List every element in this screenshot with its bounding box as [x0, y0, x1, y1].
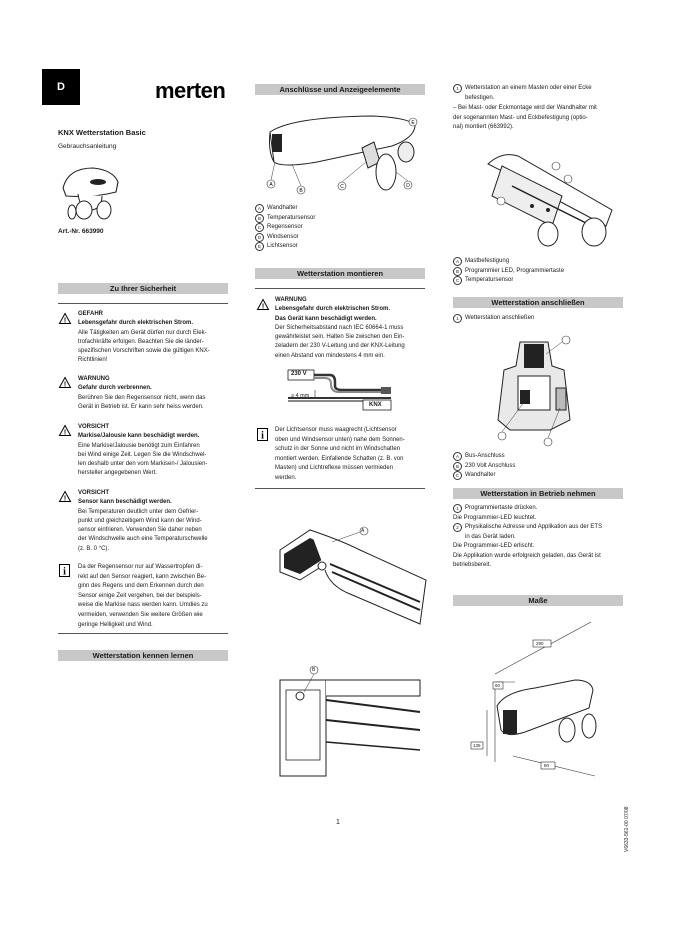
language-badge: D [42, 69, 80, 105]
cable-230v-label: 230 V [291, 371, 307, 377]
mounting-illustration-a [270, 520, 430, 630]
connecting-legend [453, 452, 515, 481]
mast-mount-step: 1 Wetterstation an einem Masten oder einer Ecke befestigen. [453, 84, 638, 103]
dimension-height: 135 [473, 743, 481, 748]
diagram-label-a: A [361, 528, 365, 534]
diagram-label-b: B [312, 667, 316, 673]
connection-terminal-illustration [490, 330, 580, 448]
document-code: V6633-561-00 07/08 [624, 806, 630, 852]
section-connecting-heading: Wetterstation anschließen [453, 297, 623, 308]
cable-gap-label: ≥ 4 mm [291, 393, 310, 399]
warning-text: Eine Markise/Jalousie benötigt zum Einfahren bei Wind einige Zeit. Legen Sie die Windschwel- len deshalb unter den vom Markisen-/ Jalousien- hersteller angegebenen Wert. [78, 442, 208, 477]
mounting-info-text: Der Lichtsensor muss waagrecht (Lichtsensor oben und Windsensor unten) nahe dem Sonnen- schutz in der Sonne und nicht im Windschatten montiert werden. Einfallende Schatten (z. B. von Masten) und Lichtreflexe müssen vermieden werden. [275, 427, 405, 481]
svg-text:!: ! [63, 317, 67, 325]
section-mounting-heading: Wetterstation montieren [255, 268, 425, 279]
mast-mount-note: – Bei Mast- oder Eckmontage wird der Wandhalter mit der sogenannten Mast- und Eckbefestigung (optio- nal) montiert (663992). [453, 105, 597, 130]
warning-headline: Markise/Jalousie kann beschädigt werden. [78, 433, 200, 440]
safety-awning-caution [78, 423, 230, 479]
product-illustration [58, 160, 128, 224]
list-item: B Temperatursensor [255, 214, 315, 224]
page-number: 1 [336, 819, 340, 826]
warning-level: WARNUNG [78, 376, 110, 382]
svg-text:i: i [63, 566, 66, 578]
dimension-small: 60 [495, 683, 501, 688]
mast-legend [453, 257, 564, 286]
list-item: A Mastbefestigung [453, 257, 564, 267]
section-connections-heading: Anschlüsse und Anzeigeelemente [255, 84, 425, 95]
warning-level: VORSICHT [78, 424, 110, 430]
safety-sensor-caution [78, 489, 230, 554]
svg-text:!: ! [63, 381, 67, 389]
warning-level: VORSICHT [78, 490, 110, 496]
svg-text:E: E [411, 120, 415, 126]
svg-text:D: D [406, 183, 410, 189]
section-dimensions-heading: Maße [453, 595, 623, 606]
device-connections-illustration [262, 112, 427, 202]
svg-text:A: A [269, 182, 273, 188]
mounting-illustration-b [270, 660, 430, 780]
section-safety-heading: Zu Ihrer Sicherheit [58, 283, 228, 294]
list-item: A Wandhalter [255, 204, 315, 214]
warning-icon [59, 377, 71, 388]
warning-text: Alle Tätigkeiten am Gerät dürfen nur durch Elek- trofachkräfte erfolgen. Beachten Sie die länder- spezifischen Vorschriften sowie die gültigen KNX- Richtlinien! [78, 329, 210, 364]
mounting-warning [275, 296, 430, 361]
list-item: E Lichtsensor [255, 242, 315, 252]
commissioning-steps: 1 Programmiertaste drücken. Die Programmier-LED leuchtet. 2 Physikalische Adresse und Applikation aus der ETS in das Gerät laden. Die Programmier-LED erlischt. Die Applikation wurde erfolgreich geladen, das Gerät ist betriebsbereit. [453, 505, 603, 568]
warning-icon [257, 299, 269, 310]
list-item: B Programmier LED, Programmiertaste [453, 267, 564, 277]
warning-headline: Lebensgefahr durch elektrischen Strom. Das Gerät kann beschädigt werden. [275, 306, 391, 322]
warning-headline: Sensor kann beschädigt werden. [78, 499, 172, 506]
dimension-depth: 80 [544, 763, 550, 768]
svg-text:!: ! [63, 429, 67, 437]
warning-headline: Lebensgefahr durch elektrischen Strom. [78, 320, 194, 327]
list-item: D Windsensor [255, 233, 315, 243]
warning-level: GEFAHR [78, 311, 104, 317]
cable-knx-label: KNX [369, 402, 382, 408]
list-item: C Temperatursensor [453, 276, 564, 286]
safety-info-text: Da der Regensensor nur auf Wassertropfen di- rekt auf den Sensor reagiert, kann zwischen Be- ginn des Regens und dem Erkennen durch den Sensor einige Zeit vergehen, bei der beispiels- weise die Markise nass werden kann. Umdies zu vermeiden, verwenden Sie weitere Größen wie geringe Helligkeit und Wind. [78, 564, 208, 628]
svg-text:!: ! [261, 303, 265, 311]
connections-legend [255, 204, 315, 252]
svg-text:i: i [261, 430, 264, 442]
section-getting-to-know-heading: Wetterstation kennen lernen [58, 650, 228, 661]
section-commissioning-heading: Wetterstation in Betrieb nehmen [453, 488, 623, 499]
warning-headline: Gefahr durch verbrennen. [78, 385, 152, 392]
info-icon [257, 428, 268, 441]
warning-level: WARNUNG [275, 297, 307, 303]
safety-burn-warning [78, 375, 230, 412]
svg-text:!: ! [63, 495, 67, 503]
article-number: Art.-Nr. 663990 [58, 228, 104, 235]
warning-icon [59, 491, 71, 502]
list-item: B 230 Volt Anschluss [453, 462, 515, 472]
warning-text: Bei Temperaturen deutlich unter dem Gefrier- punkt und gleichzeitigem Wind kann der Wind- sensor einfrieren. Verwenden Sie daher neben der Windschwelle auch eine Temperaturschwelle (z. B. 0 °C). [78, 508, 208, 552]
product-title: KNX Wetterstation Basic [58, 128, 146, 137]
warning-text: Berühren Sie den Regensensor nicht, wenn das Gerät in Betrieb ist. Er kann sehr heiss werden. [78, 394, 206, 410]
dimension-width: 290 [536, 641, 544, 646]
warning-icon [59, 425, 71, 436]
safety-danger [78, 310, 230, 366]
connecting-step: 1 Wetterstation anschließen [453, 314, 534, 324]
document-subtitle: Gebrauchsanleitung [58, 143, 117, 150]
svg-text:C: C [340, 184, 344, 190]
info-icon [59, 564, 70, 577]
list-item: A Bus-Anschluss [453, 452, 515, 462]
brand-logo: merten [155, 78, 226, 103]
list-item: C Regensensor [255, 223, 315, 233]
svg-text:B: B [299, 188, 303, 194]
warning-text: Der Sicherheitsabstand nach IEC 60664-1 muss gewährleistet sein. Halten Sie zwischen den Ein- zeladern der 230 V-Leitung und der KNX-Leitung einen Abstand von mindestens 4 mm ein. [275, 324, 405, 359]
list-item: C Wandhalter [453, 471, 515, 481]
mast-mount-illustration [482, 146, 617, 251]
warning-icon [59, 313, 71, 324]
